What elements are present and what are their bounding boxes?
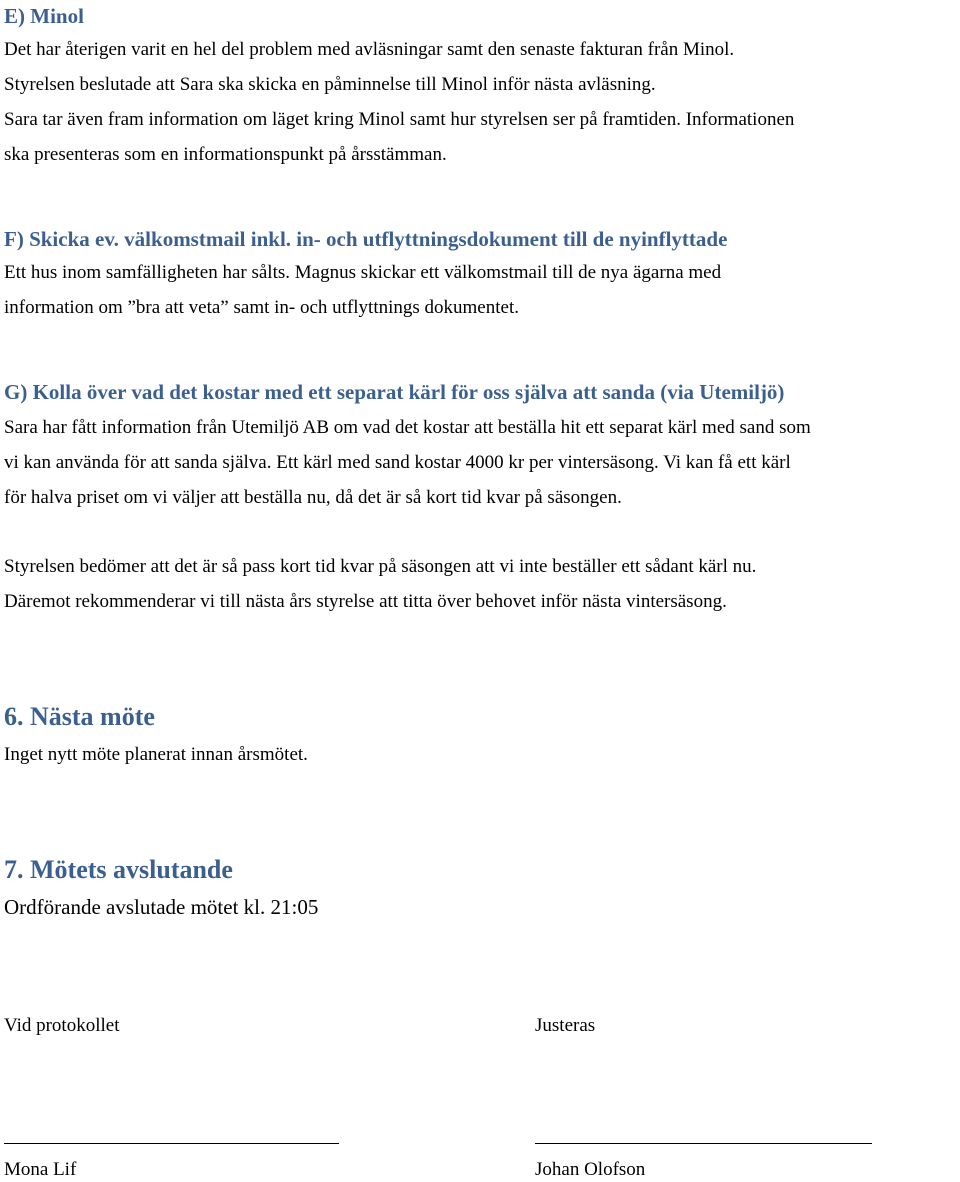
section-6-text: Inget nytt möte planerat innan årsmötet. <box>4 744 308 765</box>
signature-right-line <box>535 1143 872 1144</box>
section-6-heading: 6. Nästa möte <box>4 702 155 731</box>
signature-left-role: Vid protokollet <box>4 1015 120 1036</box>
section-g-line: Däremot rekommenderar vi till nästa års styrelse att titta över behovet inför nästa vintersäsong. <box>4 591 727 612</box>
section-g-paragraph-1 <box>4 410 960 515</box>
section-g-heading: G) Kolla över vad det kostar med ett separat kärl för oss själva att sanda (via Utemiljö) <box>4 380 785 404</box>
section-e-heading: E) Minol <box>4 4 84 28</box>
section-e-line: Det har återigen varit en hel del problem med avläsningar samt den senaste fakturan från Minol. <box>4 39 735 60</box>
signature-left-line <box>4 1143 339 1144</box>
section-f-line: Ett hus inom samfälligheten har sålts. Magnus skickar ett välkomstmail till de nya ägarna med <box>4 262 722 283</box>
section-e-line: Sara tar även fram information om läget kring Minol samt hur styrelsen ser på framtiden. Informationen <box>4 109 795 130</box>
section-7-heading: 7. Mötets avslutande <box>4 855 233 884</box>
section-g-paragraph-2 <box>4 549 960 619</box>
section-g-line: Styrelsen bedömer att det är så pass kort tid kvar på säsongen att vi inte beställer ett sådant kärl nu. <box>4 556 757 577</box>
section-e-line: ska presenteras som en informationspunkt på årsstämman. <box>4 144 447 165</box>
section-g-line: för halva priset om vi väljer att beställa nu, då det är så kort tid kvar på säsongen. <box>4 487 622 508</box>
section-g-line: Sara har fått information från Utemiljö AB om vad det kostar att beställa hit ett separat kärl med sand som <box>4 417 811 438</box>
section-f-line: information om ”bra att veta” samt in- och utflyttnings dokumentet. <box>4 297 519 318</box>
section-f-heading: F) Skicka ev. välkomstmail inkl. in- och utflyttningsdokument till de nyinflyttade <box>4 227 728 251</box>
section-e-line: Styrelsen beslutade att Sara ska skicka en påminnelse till Minol inför nästa avläsning. <box>4 74 656 95</box>
section-g-line: vi kan använda för att sanda själva. Ett kärl med sand kostar 4000 kr per vintersäsong. Vi kan få ett kärl <box>4 452 791 473</box>
signature-right-role: Justeras <box>535 1015 596 1036</box>
section-f-body <box>4 255 960 325</box>
section-e-body <box>4 32 960 172</box>
signature-right-name: Johan Olofson <box>535 1159 646 1180</box>
section-7-text: Ordförande avslutade mötet kl. 21:05 <box>4 895 319 919</box>
signature-left-name: Mona Lif <box>4 1159 77 1180</box>
